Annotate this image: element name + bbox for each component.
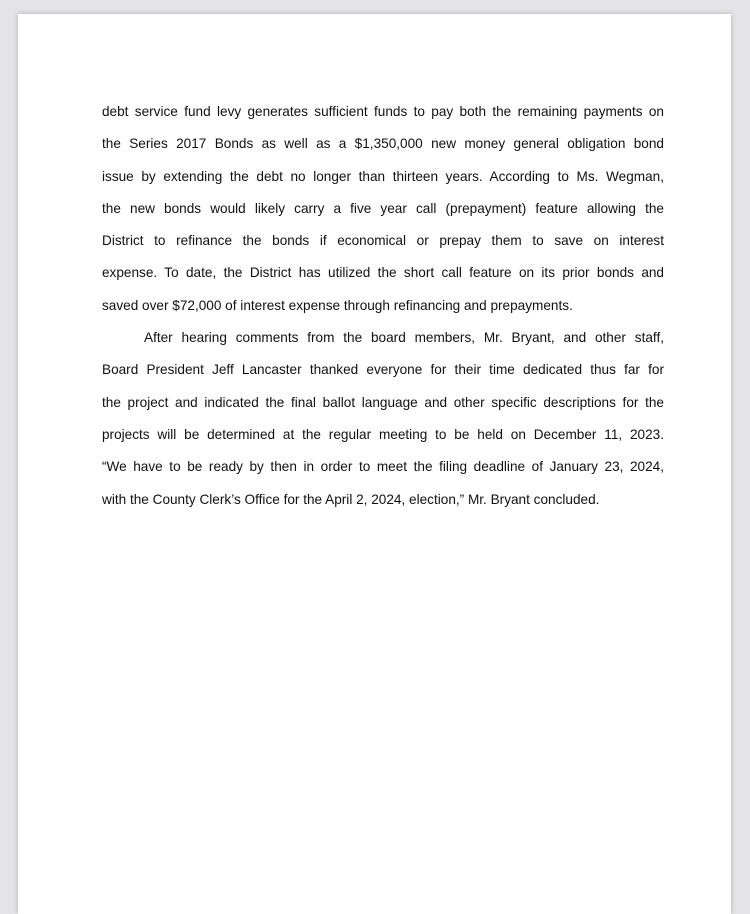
paragraph-2 [102,322,664,516]
text-line: the Series 2017 Bonds as well as a $1,350,000 new money general obligation bond [102,136,664,152]
text-line: After hearing comments from the board members, Mr. Bryant, and other staff, [144,330,664,346]
text-line: Board President Jeff Lancaster thanked everyone for their time dedicated thus far for [102,362,664,378]
text-line: debt service fund levy generates sufficient funds to pay both the remaining payments on [102,104,664,119]
document-page [18,14,731,914]
text-line: with the County Clerk’s Office for the April 2, 2024, election,” Mr. Bryant concluded. [102,491,600,507]
text-line: expense. To date, the District has utilized the short call feature on its prior bonds and [102,265,664,281]
text-line: issue by extending the debt no longer than thirteen years. According to Ms. Wegman, [102,168,664,184]
text-line: the new bonds would likely carry a five year call (prepayment) feature allowing the [102,200,664,216]
document-body [102,96,664,516]
text-line: District to refinance the bonds if economical or prepay them to save on interest [102,233,664,249]
text-line: projects will be determined at the regular meeting to be held on December 11, 2023. [102,426,664,442]
paragraph-1 [102,96,664,322]
text-line: “We have to be ready by then in order to meet the filing deadline of January 23, 2024, [102,459,664,475]
text-line: the project and indicated the final ballot language and other specific descriptions for the [102,394,664,410]
text-line: saved over $72,000 of interest expense through refinancing and prepayments. [102,297,573,313]
